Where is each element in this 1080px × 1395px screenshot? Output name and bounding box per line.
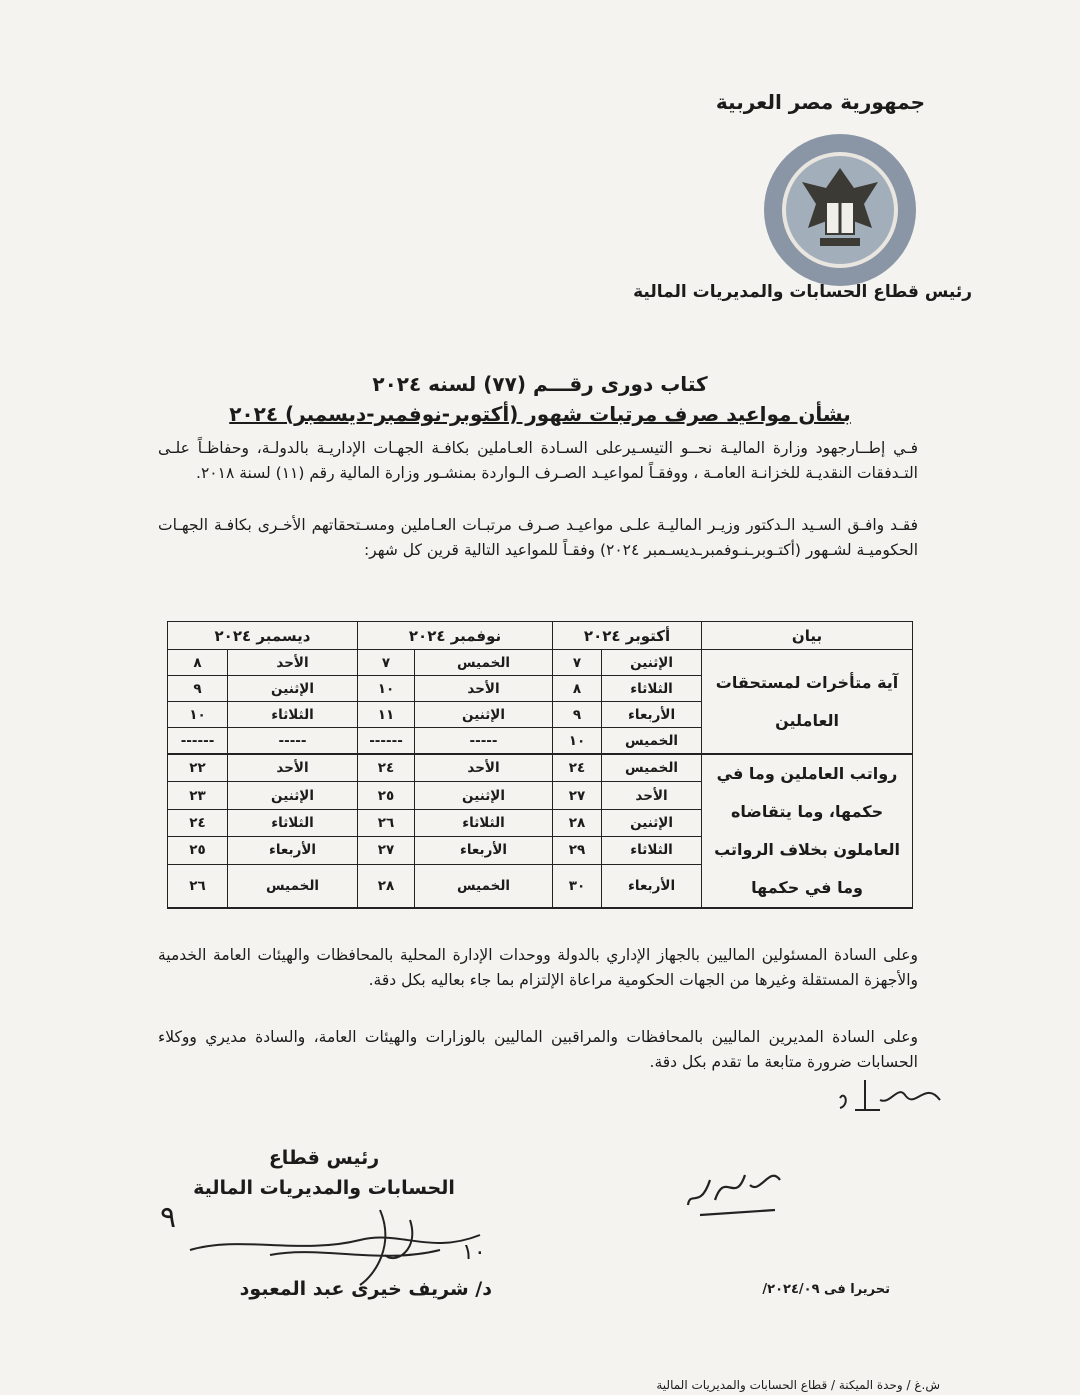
day-name-cell: الثلاثاء: [228, 702, 358, 728]
day-number-cell: ٢٧: [358, 837, 415, 864]
day-name-cell: الأحد: [228, 650, 358, 676]
table-header-row: [168, 622, 913, 650]
header-november: نوفمبر ٢٠٢٤: [358, 622, 553, 650]
day-number-cell: ٢٨: [553, 809, 602, 836]
day-name-cell: الأحد: [602, 782, 702, 809]
instruction-paragraph: وعلى السادة المسئولين الماليين بالجهاز الإداري بالدولة ووحدات الإدارة المحلية بالمحافظات والهيئات العامة الخدمية والأجهزة المستقلة وغيرها من الجهات الحكومية مراعاة الإلتزام بما جاء بعاليه بكل دقة.: [158, 946, 918, 989]
header-statement: بيان: [702, 622, 913, 650]
day-number-cell: ٢٩: [553, 837, 602, 864]
day-number-cell: ١١: [358, 702, 415, 728]
day-number-cell: ٢٨: [358, 864, 415, 908]
salary-schedule-table: [167, 621, 913, 909]
day-number-cell: ٩: [168, 676, 228, 702]
day-number-cell: ٣٠: [553, 864, 602, 908]
handwritten-approval: [680, 1160, 790, 1225]
day-number-cell: ٢٢: [168, 754, 228, 782]
table-row: [168, 650, 913, 676]
day-name-cell: الثلاثاء: [415, 809, 553, 836]
day-number-cell: ٨: [168, 650, 228, 676]
followup-paragraph: وعلى السادة المديرين الماليين بالمحافظات والمراقبين الماليين بالوزارات والهيئات العامة، والسادة مديري ووكلاء الحسابات ضرورة متابعة ما تقدم بكل دقة.: [158, 1028, 918, 1071]
intro-paragraph: فـي إطــارجهود وزارة الماليـة نحــو التيسـيرعلى السـادة العـاملين بكافـة الجهـات الإداريـة بالدولـة، وحفاظـاً علـى التـدفقات النقديـة للخزانـة العامـة ، ووفقـاً لمواعيـد الصـرف الـواردة بمنشـور وزارة المالية رقم (١١) لسنة ٢٠١٨.: [158, 439, 918, 482]
day-number-cell: ٧: [358, 650, 415, 676]
day-number-cell: ٩: [553, 702, 602, 728]
day-name-cell: الخميس: [415, 864, 553, 908]
day-name-cell: الأربعاء: [602, 864, 702, 908]
day-number-cell: ٢٦: [358, 809, 415, 836]
day-name-cell: الإثنين: [415, 782, 553, 809]
day-number-cell: ٢٣: [168, 782, 228, 809]
day-number-cell: ١٠: [168, 702, 228, 728]
day-number-cell: ١٠: [358, 676, 415, 702]
day-name-cell: -----: [415, 728, 553, 755]
initials-signature: [820, 1070, 950, 1120]
day-name-cell: الإثنين: [228, 782, 358, 809]
day-name-cell: الإثنين: [602, 650, 702, 676]
day-name-cell: الأربعاء: [228, 837, 358, 864]
day-name-cell: الإثنين: [415, 702, 553, 728]
day-number-cell: ٢٥: [358, 782, 415, 809]
ministry-of-finance-seal: [760, 130, 920, 290]
day-name-cell: الأربعاء: [415, 837, 553, 864]
signatory-title-line2: الحسابات والمديريات المالية: [193, 1177, 455, 1199]
day-name-cell: الخميس: [228, 864, 358, 908]
country-header: جمهورية مصر العربية: [715, 90, 925, 114]
day-number-cell: ------: [168, 728, 228, 755]
table-row: [168, 754, 913, 782]
day-number-cell: ٢٤: [358, 754, 415, 782]
day-name-cell: الأحد: [228, 754, 358, 782]
circular-title: كتاب دورى رقـــم (٧٧) لسنه ٢٠٢٤: [372, 372, 708, 396]
day-name-cell: الإثنين: [228, 676, 358, 702]
day-name-cell: الإثنين: [602, 809, 702, 836]
day-name-cell: الأحد: [415, 676, 553, 702]
day-number-cell: ------: [358, 728, 415, 755]
arrears-group-label: آية متأخرات لمستحقات العاملين: [702, 650, 913, 755]
day-number-cell: ٢٤: [168, 809, 228, 836]
day-number-cell: ١٠: [553, 728, 602, 755]
day-number-cell: ٢٦: [168, 864, 228, 908]
day-name-cell: الثلاثاء: [602, 837, 702, 864]
handwritten-number-left: ٩: [160, 1200, 177, 1235]
day-number-cell: ٨: [553, 676, 602, 702]
header-october: أكتوبر ٢٠٢٤: [553, 622, 702, 650]
approval-paragraph: فقـد وافـق السـيد الـدكتور وزيـر الماليـة علـى مواعيـد صـرف مرتبـات العـاملين ومسـتحقاتهم الأخـرى بكافـة الجهـات الحكوميـة لشـهور (أكتـوبرـنـوفمبرـديسـمبر ٢٠٢٤) وفقـاً للمواعيد التالية قرين كل شهر:: [158, 516, 918, 559]
day-name-cell: الثلاثاء: [228, 809, 358, 836]
day-number-cell: ٢٧: [553, 782, 602, 809]
day-name-cell: -----: [228, 728, 358, 755]
day-number-cell: ٢٤: [553, 754, 602, 782]
handwritten-number-right: ١٠: [462, 1240, 486, 1265]
signatory-name: د/ شريف خيرى عبد المعبود: [239, 1278, 492, 1300]
signatory-title-line1: رئيس قطاع: [268, 1147, 380, 1169]
circular-subject: بشأن مواعيد صرف مرتبات شهور (أكتوبر-نوفمبر-ديسمبر) ٢٠٢٤: [229, 402, 851, 426]
day-name-cell: الخميس: [602, 754, 702, 782]
header-december: ديسمبر ٢٠٢٤: [168, 622, 358, 650]
issue-date: تحريرا فى ٢٠٢٤/٠٩/: [762, 1282, 890, 1297]
footer-reference: ش.غ / وحدة الميكنة / قطاع الحسابات والمديريات المالية: [656, 1378, 940, 1392]
day-name-cell: الأحد: [415, 754, 553, 782]
day-number-cell: ٧: [553, 650, 602, 676]
day-name-cell: الخميس: [415, 650, 553, 676]
day-name-cell: الخميس: [602, 728, 702, 755]
salaries-group-label: رواتب العاملين وما في حكمها، وما يتقاضاه العاملون بخلاف الرواتب وما في حكمها: [702, 754, 913, 908]
day-name-cell: الثلاثاء: [602, 676, 702, 702]
day-name-cell: الأربعاء: [602, 702, 702, 728]
day-number-cell: ٢٥: [168, 837, 228, 864]
sector-header: رئيس قطاع الحسابات والمديريات المالية: [633, 282, 972, 302]
